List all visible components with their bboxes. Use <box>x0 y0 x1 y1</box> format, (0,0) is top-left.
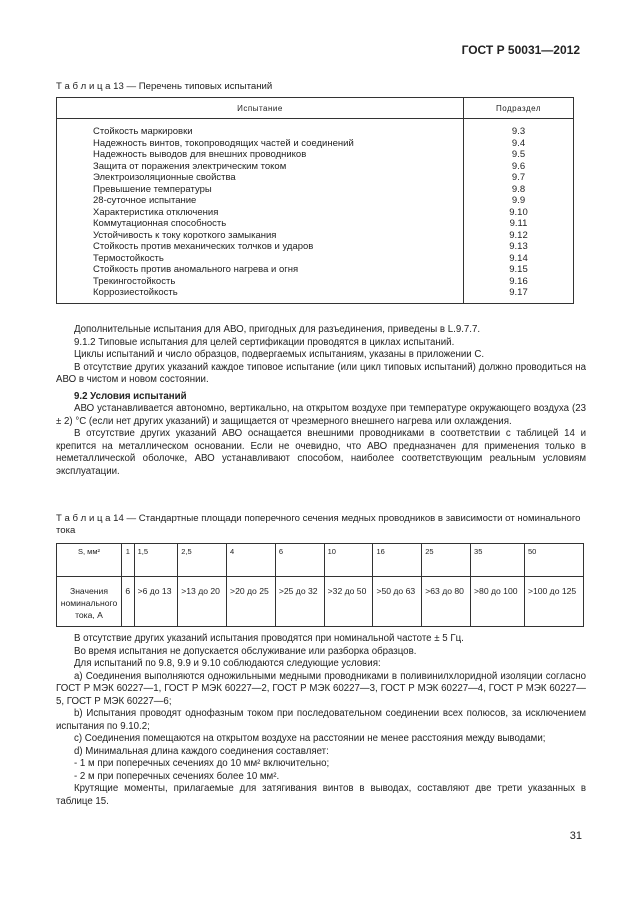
section-number: 9.3 <box>511 126 526 137</box>
paragraph: Во время испытания не допускается обслуживание или разборка образцов. <box>74 645 417 657</box>
section-number: 9.17 <box>509 287 528 298</box>
table14-value-cell: >6 до 13 <box>134 577 178 627</box>
table14-value-cell: >32 до 50 <box>324 577 373 627</box>
table14-value-cell: >100 до 125 <box>524 577 583 627</box>
paragraph: Циклы испытаний и число образцов, подвергаемых испытаниям, указаны в приложении С. <box>74 349 485 360</box>
paragraph: Крутящие моменты, прилагаемые для затягивания винтов в выводах, составляют две трети указанных в таблице 15. <box>56 783 586 807</box>
section-number: 9.9 <box>511 195 526 206</box>
table14-value-cell: >25 до 32 <box>275 577 324 627</box>
section-number: 9.8 <box>511 183 526 195</box>
paragraph: - 1 м при поперечных сечениях до 10 мм² включительно; <box>74 758 330 769</box>
table14-head-cell: 2,5 <box>178 544 227 577</box>
section-number: 9.15 <box>509 264 528 275</box>
test-name: Стойкость маркировки <box>93 126 193 137</box>
test-name: Коррозиестойкость <box>93 287 178 298</box>
section-heading: 9.2 Условия испытаний <box>74 390 187 402</box>
table13-header-test: Испытание <box>57 98 464 119</box>
table13-header-section: Подраздел <box>464 98 574 119</box>
table14-head-cell: 10 <box>324 544 373 577</box>
table14 <box>56 543 584 627</box>
paragraph: 9.1.2 Типовые испытания для целей сертификации проводятся в циклах испытаний. <box>74 336 455 348</box>
table14-value-cell: >50 до 63 <box>373 577 422 627</box>
paragraph: с) Соединения помещаются на открытом воздухе на расстоянии не менее расстояния между выводами; <box>74 733 546 744</box>
paragraph: В отсутствие других указаний АВО оснащается внешними проводниками в соответствии с таблицей 14 и крепится на металлическом основании. Если не очевидно, что АВО предназначен для применения только в неметаллической оболочке, АВО устанавливают способом, наиболее соответствующим реальным условиям эксплуатации. <box>56 428 586 477</box>
section-number: 9.6 <box>511 160 526 172</box>
paragraph: Для испытаний по 9.8, 9.9 и 9.10 соблюдаются следующие условия: <box>74 658 381 669</box>
table14-head-cell: 16 <box>373 544 422 577</box>
table13-tests-cell <box>57 119 464 304</box>
table14-value-cell: >80 до 100 <box>471 577 525 627</box>
test-name: Трекингостойкость <box>93 275 176 287</box>
table13-caption: Т а б л и ц а 13 — Перечень типовых испытаний <box>56 81 273 92</box>
section-number: 9.13 <box>509 241 528 252</box>
paragraph: - 2 м при поперечных сечениях более 10 мм². <box>74 770 280 782</box>
section-number: 9.16 <box>509 275 528 287</box>
text-block-2 <box>56 633 586 808</box>
test-name: Надежность выводов для внешних проводников <box>93 149 307 160</box>
table14-head-cell: 1,5 <box>134 544 178 577</box>
section-number: 9.4 <box>511 137 526 149</box>
test-name: Стойкость против механических толчков и ударов <box>93 241 314 252</box>
page-number: 31 <box>569 830 582 842</box>
table14-head-cell: 35 <box>471 544 525 577</box>
test-name: Коммутационная способность <box>93 218 227 229</box>
section-number: 9.10 <box>509 206 528 218</box>
test-name: Характеристика отключения <box>93 206 219 218</box>
test-name: Электроизоляционные свойства <box>93 172 236 183</box>
table13-sections-cell <box>464 119 574 304</box>
test-name: Превышение температуры <box>93 183 212 195</box>
table14-row-label: Значения номинального тока, А <box>57 577 122 627</box>
test-name: 28-суточное испытание <box>93 195 197 206</box>
paragraph: d) Минимальная длина каждого соединения составляет: <box>74 745 329 757</box>
table14-head-cell: 50 <box>524 544 583 577</box>
section-number: 9.11 <box>509 218 528 229</box>
text-block-1 <box>56 324 586 478</box>
section-number: 9.14 <box>509 252 528 264</box>
table14-head-label: S, мм² <box>57 544 122 577</box>
table14-head-cell: 1 <box>122 544 135 577</box>
table14-caption: Т а б л и ц а 14 — Стандартные площади поперечного сечения медных проводников в зависимости от номинального тока <box>56 513 581 536</box>
table14-value-cell: >20 до 25 <box>227 577 276 627</box>
table14-value-cell: >13 до 20 <box>178 577 227 627</box>
test-name: Стойкость против аномального нагрева и огня <box>93 264 299 275</box>
paragraph: a) Соединения выполняются одножильными медными проводниками в поливинилхлоридной изоляции согласно ГОСТ Р МЭК 60227—1, ГОСТ Р МЭК 60227—2, ГОСТ Р МЭК 60227—3, ГОСТ Р МЭК 60227—4, ГОСТ Р МЭК 60227—5, ГОСТ Р МЭК 60227—6; <box>56 670 586 707</box>
table14-head-cell: 25 <box>422 544 471 577</box>
paragraph: Дополнительные испытания для АВО, пригодных для разъединения, приведены в L.9.7.7. <box>74 324 481 335</box>
table13 <box>56 97 574 304</box>
table14-value-cell: >63 до 80 <box>422 577 471 627</box>
paragraph: В отсутствие других указаний испытания проводятся при номинальной частоте ± 5 Гц. <box>74 633 464 644</box>
test-name: Устойчивость к току короткого замыкания <box>93 229 277 241</box>
paragraph: В отсутствие других указаний каждое типовое испытание (или цикл типовых испытаний) должно проводиться на АВО в чистом и новом состоянии. <box>56 361 586 385</box>
paragraph: АВО устанавливается автономно, вертикально, на открытом воздухе при температуре окружающего воздуха (23 ± 2) °С (если нет других указаний) и защищается от чрезмерного внешнего нагрева или охлаждения. <box>56 403 586 427</box>
section-number: 9.7 <box>511 172 526 183</box>
test-name: Термостойкость <box>93 252 164 264</box>
test-name: Надежность винтов, токопроводящих частей и соединений <box>93 137 354 149</box>
test-name: Защита от поражения электрическим током <box>93 160 287 172</box>
paragraph: b) Испытания проводят однофазным током при последовательном соединении всех полюсов, за исключением испытания по 9.10.2; <box>56 708 586 732</box>
table14-head-cell: 4 <box>227 544 276 577</box>
table14-value-cell: 6 <box>122 577 135 627</box>
section-number: 9.12 <box>509 229 528 241</box>
document-header: ГОСТ Р 50031—2012 <box>461 43 580 57</box>
table14-head-cell: 6 <box>275 544 324 577</box>
section-number: 9.5 <box>511 149 526 160</box>
